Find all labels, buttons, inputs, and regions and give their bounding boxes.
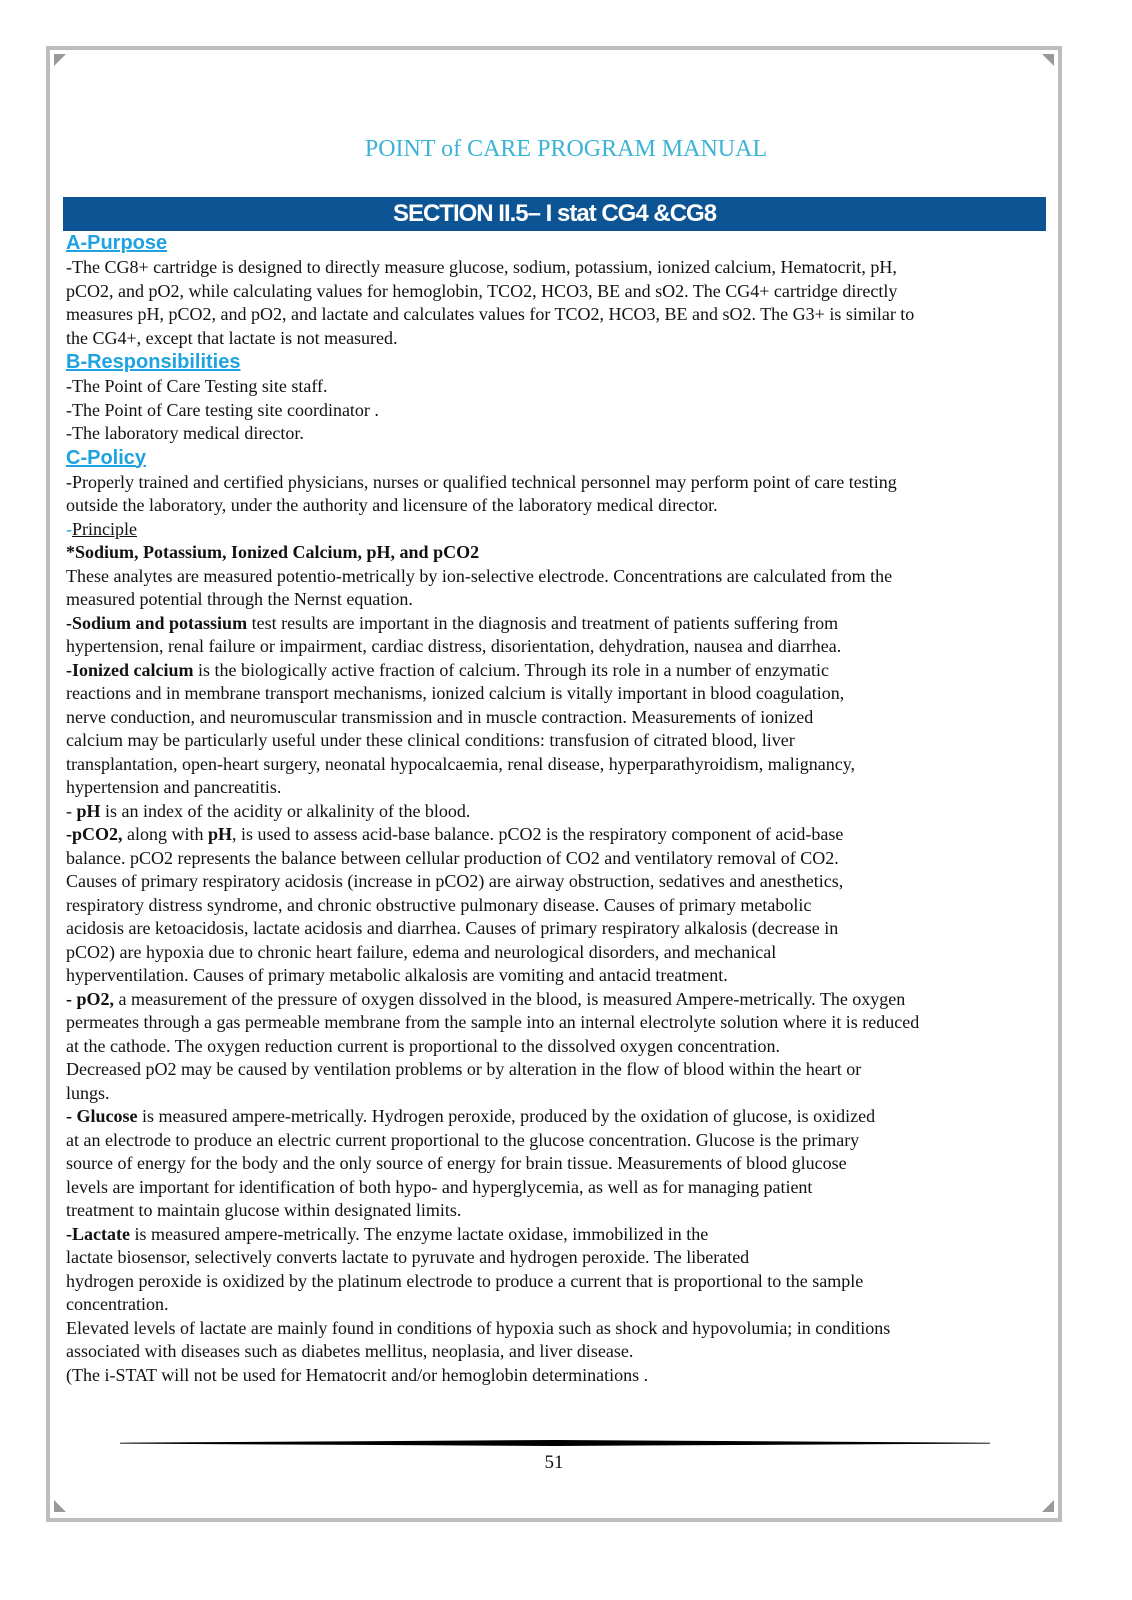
text-line (66, 422, 1041, 446)
text-line (66, 1082, 1041, 1106)
text-line (66, 894, 1041, 918)
text-line (66, 280, 1041, 304)
text-line (66, 541, 1041, 565)
text-line (66, 1340, 1041, 1364)
text-segment: hypertension and pancreatitis. (66, 777, 282, 797)
text-line (66, 1152, 1041, 1176)
corner-ornament (54, 1500, 66, 1512)
text-segment: outside the laboratory, under the authority and licensure of the laboratory medical director. (66, 495, 718, 515)
text-line (66, 659, 1041, 683)
text-segment: source of energy for the body and the only source of energy for brain tissue. Measurements of blood glucose (66, 1153, 847, 1173)
bold-term: -Ionized calcium (66, 659, 194, 680)
text-line (66, 917, 1041, 941)
text-line (66, 1105, 1041, 1129)
text-segment: associated with diseases such as diabetes mellitus, neoplasia, and liver disease. (66, 1341, 634, 1361)
bold-term: -pCO2, (66, 824, 123, 844)
text-segment: hyperventilation. Causes of primary metabolic alkalosis are vomiting and antacid treatment. (66, 965, 728, 985)
text-segment: lactate biosensor, selectively converts lactate to pyruvate and hydrogen peroxide. The liberated (66, 1247, 750, 1267)
text-segment: acidosis are ketoacidosis, lactate acidosis and diarrhea. Causes of primary respiratory alkalosis (decrease in (66, 918, 839, 938)
text-segment: balance. pCO2 represents the balance between cellular production of CO2 and ventilatory removal of CO2. (66, 847, 839, 868)
text-segment: (The i-STAT will not be used for Hematocrit and/or hemoglobin determinations . (66, 1364, 649, 1385)
corner-ornament (1042, 1500, 1054, 1512)
text-line (66, 1223, 1041, 1247)
bold-term: -Sodium and potassium (66, 612, 248, 633)
text-line (66, 753, 1041, 777)
text-segment: hydrogen peroxide is oxidized by the platinum electrode to produce a current that is proportional to the sample (66, 1270, 864, 1291)
text-segment: is measured ampere-metrically. The enzyme lactate oxidase, immobilized in the (129, 1223, 709, 1244)
text-segment: hypertension, renal failure or impairment, cardiac distress, disorientation, dehydration, nausea and diarrhea. (66, 636, 842, 656)
text-line (66, 988, 1041, 1012)
text-line (66, 941, 1041, 965)
section-heading: A-Purpose (66, 232, 168, 254)
text-segment: lungs. (66, 1082, 110, 1103)
text-segment: pCO2, and pO2, while calculating values for hemoglobin, TCO2, HCO3, BE and sO2. The CG4+ cartridge directly (66, 280, 898, 301)
text-line (66, 375, 1041, 399)
text-line (66, 706, 1041, 730)
text-segment: a measurement of the pressure of oxygen dissolved in the blood, is measured Ampere-metrically. The oxygen (114, 988, 906, 1009)
text-segment: Causes of primary respiratory acidosis (increase in pCO2) are airway obstruction, sedatives and anesthetics, (66, 871, 844, 891)
text-segment: -The Point of Care testing site coordinator . (66, 399, 379, 420)
text-line (66, 1011, 1041, 1035)
text-segment: measures pH, pCO2, and pO2, and lactate and calculates values for TCO2, HCO3, BE and sO2. The G3+ is similar to (66, 304, 915, 324)
text-line (66, 1317, 1041, 1341)
text-segment: calcium may be particularly useful under these clinical conditions: transfusion of citrated blood, liver (66, 730, 795, 750)
text-line (66, 847, 1041, 871)
text-segment: is the biologically active fraction of calcium. Through its role in a number of enzymatic (193, 659, 829, 680)
text-segment: is measured ampere-metrically. Hydrogen peroxide, produced by the oxidation of glucose, is oxidized (137, 1106, 876, 1126)
text-segment: is an index of the acidity or alkalinity of the blood. (100, 800, 471, 821)
text-segment: respiratory distress syndrome, and chronic obstructive pulmonary disease. Causes of primary metabolic (66, 894, 812, 915)
text-line (66, 1035, 1041, 1059)
text-line (66, 870, 1041, 894)
text-line (66, 635, 1041, 659)
text-segment: reactions and in membrane transport mechanisms, ionized calcium is vitally important in blood coagulation, (66, 683, 845, 703)
text-line (66, 964, 1041, 988)
page-number: 51 (544, 1452, 564, 1473)
section-heading: B-Responsibilities (66, 351, 241, 373)
text-segment: - (66, 518, 72, 539)
text-line (66, 471, 1041, 495)
text-line (66, 494, 1041, 518)
text-line (66, 1246, 1041, 1270)
text-line (66, 729, 1041, 753)
text-segment: Decreased pO2 may be caused by ventilation problems or by alteration in the flow of blood within the heart or (66, 1059, 862, 1079)
bold-term: *Sodium, Potassium, Ionized Calcium, pH, and pCO2 (66, 542, 480, 562)
text-line (66, 1058, 1041, 1082)
corner-ornament (54, 54, 66, 66)
text-segment: -The CG8+ cartridge is designed to directly measure glucose, sodium, potassium, ionized calcium, Hematocrit, pH, (66, 257, 897, 277)
text-segment: nerve conduction, and neuromuscular transmission and in muscle contraction. Measurements of ionized (66, 706, 814, 727)
text-line (66, 588, 1041, 612)
text-segment: -The Point of Care Testing site staff. (66, 376, 328, 396)
text-line (66, 823, 1041, 847)
text-line (66, 612, 1041, 636)
text-segment: measured potential through the Nernst equation. (66, 589, 413, 609)
text-segment: levels are important for identification of both hypo- and hyperglycemia, as well as for managing patient (66, 1176, 813, 1197)
text-segment: transplantation, open-heart surgery, neonatal hypocalcaemia, renal disease, hyperparathyroidism, malignancy, (66, 753, 856, 774)
bold-term: pH (208, 824, 233, 844)
text-line (66, 776, 1041, 800)
text-line (66, 1293, 1041, 1317)
text-segment: along with (122, 824, 209, 844)
text-line (66, 1129, 1041, 1153)
text-segment: -Properly trained and certified physicians, nurses or qualified technical personnel may perform point of care testing (66, 471, 897, 492)
text-segment: Principle (72, 518, 137, 539)
bold-term: - Glucose (66, 1106, 138, 1126)
text-segment: treatment to maintain glucose within designated limits. (66, 1200, 462, 1220)
text-line (66, 327, 1041, 351)
manual-title: POINT of CARE PROGRAM MANUAL (364, 136, 768, 162)
bold-term: -Lactate (66, 1223, 130, 1244)
text-segment: pCO2) are hypoxia due to chronic heart failure, edema and neurological disorders, and mechanical (66, 941, 777, 962)
text-line (66, 256, 1041, 280)
text-line (66, 518, 1041, 542)
document-body (66, 231, 1041, 1387)
text-line (66, 1176, 1041, 1200)
bold-term: pH (76, 800, 101, 821)
text-segment: at the cathode. The oxygen reduction current is proportional to the dissolved oxygen concentration. (66, 1035, 780, 1056)
text-segment: permeates through a gas permeable membrane from the sample into an internal electrolyte solution where it is reduced (66, 1012, 920, 1032)
section-heading: C-Policy (66, 446, 147, 469)
text-segment: the CG4+, except that lactate is not measured. (66, 327, 398, 348)
text-segment: test results are important in the diagnosis and treatment of patients suffering from (247, 612, 839, 633)
bold-term: - pO2, (66, 988, 115, 1009)
corner-ornament (1042, 54, 1054, 66)
text-segment: Elevated levels of lactate are mainly found in conditions of hypoxia such as shock and hypovolumia; in conditions (66, 1317, 891, 1338)
text-line (66, 1270, 1041, 1294)
text-segment: , is used to assess acid-base balance. pCO2 is the respiratory component of acid-base (232, 824, 844, 844)
text-segment: These analytes are measured potentio-metrically by ion-selective electrode. Concentrations are calculated from the (66, 565, 893, 586)
text-segment: -The laboratory medical director. (66, 423, 304, 443)
text-line (66, 565, 1041, 589)
text-line (66, 682, 1041, 706)
section-title-bar: SECTION II.5– I stat CG4 &CG8 (63, 197, 1046, 231)
text-segment: at an electrode to produce an electric current proportional to the glucose concentration. Glucose is the primary (66, 1129, 860, 1150)
text-segment: - (66, 800, 77, 821)
text-segment: concentration. (66, 1294, 169, 1314)
text-line (66, 303, 1041, 327)
text-line (66, 1364, 1041, 1388)
text-line (66, 800, 1041, 824)
text-line (66, 399, 1041, 423)
text-line (66, 1199, 1041, 1223)
